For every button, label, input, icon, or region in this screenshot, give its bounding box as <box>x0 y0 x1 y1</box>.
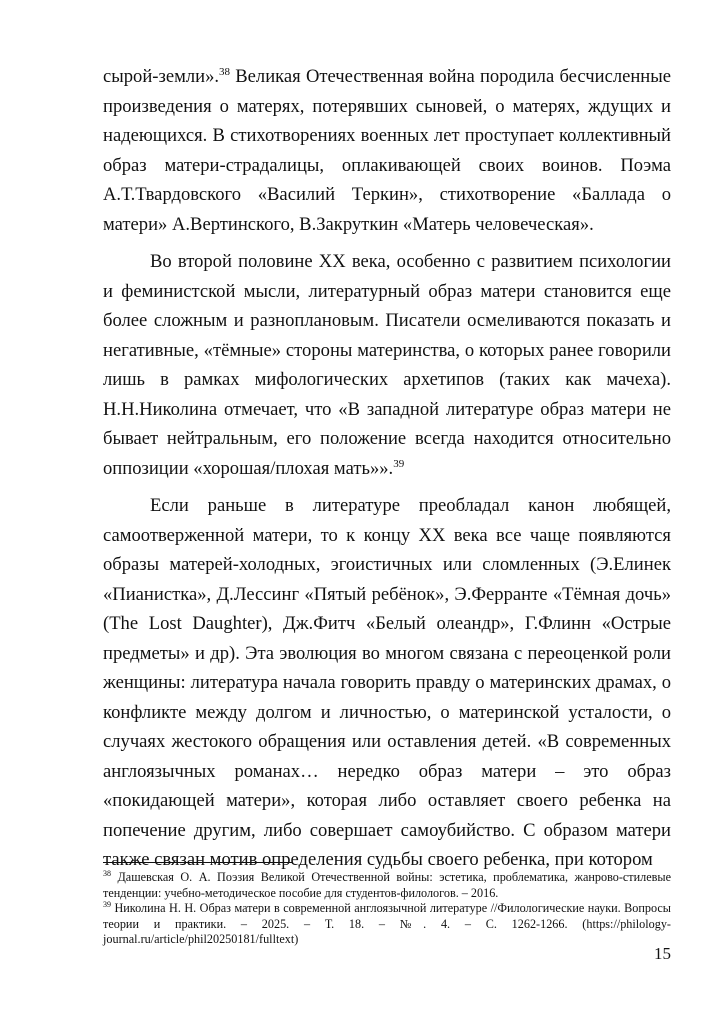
footnote-text: Николина Н. Н. Образ матери в современной англоязычной литературе //Филологические науки. Вопросы теории и практики. – 2025. – Т. 18. – №. 4. – С. 1262-1266. (https://philology-journal.ru/article/phil20250181/fulltext) <box>103 901 671 946</box>
footnote-ref-39[interactable]: 39 <box>393 457 405 470</box>
footnote-text: Дашевская О. А. Поэзия Великой Отечественной войны: эстетика, проблематика, жанрово-стилевые тенденции: учебно-методическое пособие для студентов-филологов. – 2016. <box>103 870 671 900</box>
paragraph-text: сырой-земли». <box>103 66 220 87</box>
footnote-number: 38 <box>103 868 111 878</box>
paragraph-text: Великая Отечественная война породила бесчисленные произведения о матерях, потерявших сыновей, о матерях, ждущих и надеющихся. В стихотворениях военных лет проступает коллективный образ матери-страдалицы, оплакивающей своих воинов. Поэма А.Т.Твардовского «Василий Теркин», стихотворение «Баллада о матери» А.Вертинского, В.Закруткин «Матерь человеческая». <box>103 66 671 235</box>
paragraph-text: Во второй половине XX века, особенно с развитием психологии и феминистской мысли, литературный образ матери становится еще более сложным и разноплановым. Писатели осмеливаются показать и негативные, «тёмные» стороны материнства, о которых ранее говорили лишь в рамках мифологических архетипов (таких как мачеха). Н.Н.Николина отмечает, что «В западной литературе образ матери не бывает нейтральным, его положение всегда находится относительно оппозиции «хорошая/плохая мать»». <box>103 251 671 479</box>
footnote-38 <box>103 870 671 901</box>
paragraph-3 <box>103 491 671 875</box>
paragraph-2 <box>103 247 671 483</box>
main-text <box>103 62 671 875</box>
page-number: 15 <box>654 944 671 963</box>
paragraph-1 <box>103 62 671 239</box>
footnote-ref-38[interactable]: 38 <box>219 65 231 78</box>
footnote-divider <box>103 862 293 863</box>
footnote-number: 39 <box>103 899 111 909</box>
footnotes <box>103 870 671 948</box>
paragraph-text: Если раньше в литературе преобладал канон любящей, самоотверженной матери, то к концу XX века все чаще появляются образы матерей-холодных, эгоистичных или сломленных (Э.Елинек «Пианистка», Д.Лессинг «Пятый ребёнок», Э.Ферранте «Тёмная дочь» (The Lost Daughter), Дж.Фитч «Белый олеандр», Г.Флинн «Острые предметы» и др). Эта эволюция во многом связана с переоценкой роли женщины: литература начала говорить правду о материнских драмах, о конфликте между долгом и личностью, о материнской усталости, о случаях жестокого обращения или оставления детей. «В современных англоязычных романах… нередко образ матери – это образ «покидающей матери», которая либо оставляет своего ребенка на попечение другим, либо совершает самоубийство. С образом матери также связан мотив определения судьбы своего ребенка, при котором <box>103 495 671 870</box>
footnote-39 <box>103 901 671 948</box>
